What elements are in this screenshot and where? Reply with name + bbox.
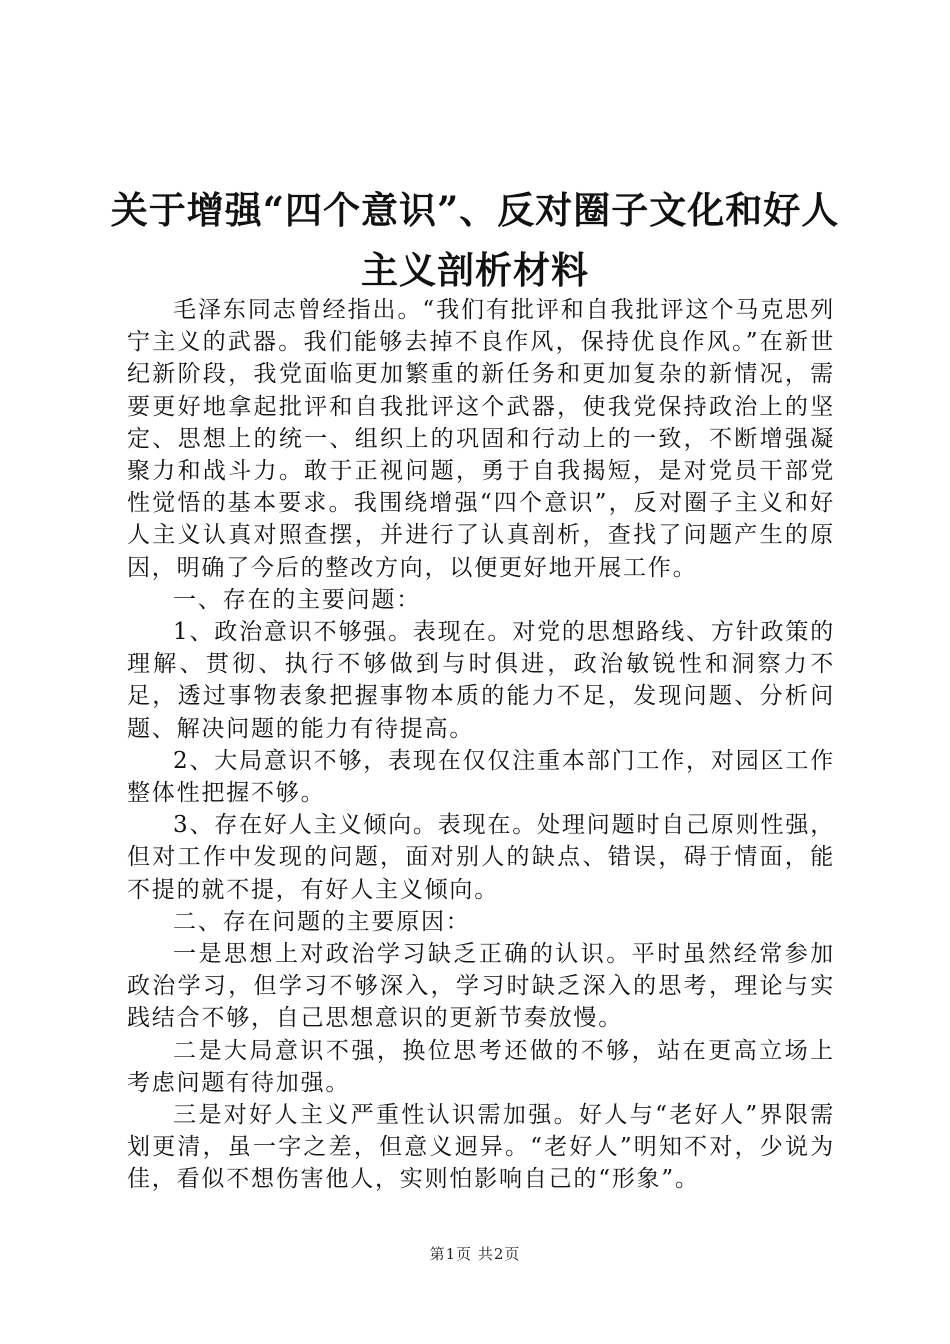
paragraph-cause-3: 三是对好人主义严重性认识需加强。好人与“老好人”界限需划更清，虽一字之差，但意义迥异。“老好人”明知不对，少说为佳，看似不想伤害他人，实则怕影响自己的“形象”。 <box>127 1102 835 1193</box>
section-heading-problems: 一、存在的主要问题： <box>173 586 421 613</box>
paragraph-intro: 毛泽东同志曾经指出。“我们有批评和自我批评这个马克思列宁主义的武器。我们能够去掉不良作风，保持优良作风。”在新世纪新阶段，我党面临更加繁重的新任务和更加复杂的新情况，需要更好地拿起批评和自我批评这个武器，使我党保持政治上的坚定、思想上的统一、组织上的巩固和行动上的一致，不断增强凝聚力和战斗力。敢于正视问题，勇于自我揭短，是对党员干部党性觉悟的基本要求。我围绕增强“四个意识”，反对圈子主义和好人主义认真对照查摆，并进行了认真剖析，查找了问题产生的原因，明确了今后的整改方向，以便更好地开展工作。 <box>127 297 835 581</box>
document-title-line-1: 关于增强“四个意识”、反对圈子文化和好人 <box>110 188 840 232</box>
section-heading-causes: 二、存在问题的主要原因： <box>173 908 471 935</box>
page-footer: 第1页 共2页 <box>429 1245 521 1263</box>
paragraph-problem-1: 1、政治意识不够强。表现在。对党的思想路线、方针政策的理解、贯彻、执行不够做到与时俱进，政治敏锐性和洞察力不足，透过事物表象把握事物本质的能力不足，发现问题、分析问题、解决问题的能力有待提高。 <box>127 619 835 742</box>
document-body <box>127 294 835 1196</box>
paragraph-cause-1: 一是思想上对政治学习缺乏正确的认识。平时虽然经常参加政治学习，但学习不够深入，学习时缺乏深入的思考，理论与实践结合不够，自己思想意识的更新节奏放慢。 <box>127 941 835 1032</box>
paragraph-problem-3: 3、存在好人主义倾向。表现在。处理问题时自己原则性强，但对工作中发现的问题，面对别人的缺点、错误，碍于情面，能不提的就不提，有好人主义倾向。 <box>127 812 835 903</box>
paragraph-cause-2: 二是大局意识不强，换位思考还做的不够，站在更高立场上考虑问题有待加强。 <box>127 1037 835 1096</box>
document-title-line-2: 主义剖析材料 <box>361 248 589 292</box>
paragraph-problem-2: 2、大局意识不够，表现在仅仅注重本部门工作，对园区工作整体性把握不够。 <box>127 747 835 807</box>
